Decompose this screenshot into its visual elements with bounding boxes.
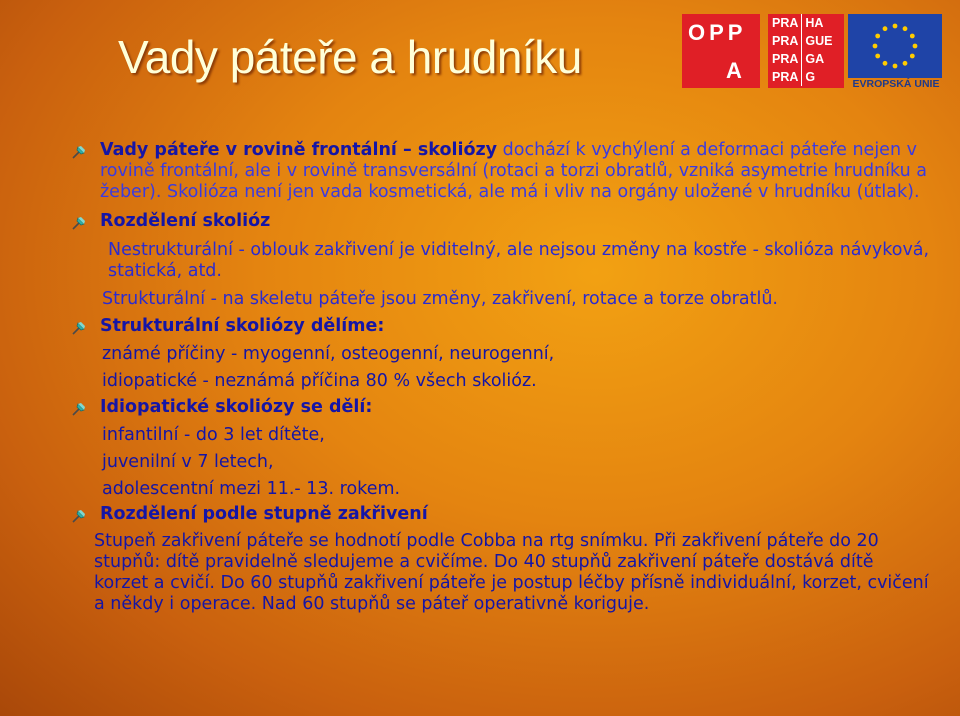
nonstructural-text: Nestrukturální - oblouk zakřivení je viditelný, ale nejsou změny na kostře - skolióza návyková, statická, atd.: [108, 240, 930, 281]
pushpin-bullet-icon: [70, 214, 88, 232]
adolescent-text: adolescentní mezi 11.- 13. rokem.: [102, 479, 401, 499]
prague-logo: [768, 14, 844, 88]
degree-heading: Rozdělení podle stupně zakřivení: [100, 504, 428, 524]
juvenile-text: juvenilní v 7 letech,: [102, 452, 274, 472]
pushpin-bullet-icon: [70, 507, 88, 525]
scoliosis-heading: Vady páteře v rovině frontální – skoliózy: [100, 140, 498, 160]
bullet-paragraph-scoliosis: [70, 140, 930, 203]
structural-heading: Strukturální skoliózy dělíme:: [100, 316, 385, 336]
slide-content: [70, 140, 930, 615]
opp-logo-line1: OPP: [688, 20, 747, 45]
pushpin-bullet-icon: [70, 143, 88, 161]
logo-bar: [682, 14, 944, 94]
prague-logo-row: PRA GUE: [772, 34, 833, 48]
opp-logo: [682, 14, 760, 88]
pushpin-bullet-icon: [70, 319, 88, 337]
bullet-structural: [70, 316, 930, 337]
eu-flag-icon: [848, 14, 942, 78]
prague-logo-row: PRA HA: [772, 16, 824, 30]
eu-caption: EVROPSKÁ UNIE: [852, 78, 940, 90]
idiopathic-heading: Idiopatické skoliózy se dělí:: [100, 397, 373, 417]
bullet-division: [70, 211, 930, 232]
structural-text: Strukturální - na skeletu páteře jsou změny, zakřivení, rotace a torze obratlů.: [102, 289, 778, 309]
slide-title: Vady páteře a hrudníku: [118, 31, 582, 83]
pushpin-bullet-icon: [70, 400, 88, 418]
known-causes-text: známé příčiny - myogenní, osteogenní, neurogenní,: [102, 344, 555, 364]
idiopathic-text: idiopatické - neznámá příčina 80 % všech skolióz.: [102, 371, 537, 391]
bullet-degree: [70, 504, 930, 525]
prague-logo-row: PRA G: [772, 70, 816, 84]
prague-logo-row: PRA GA: [772, 52, 825, 66]
degree-text: Stupeň zakřivení páteře se hodnotí podle Cobba na rtg snímku. Při zakřivení páteře do 20 stupňů: dítě pravidelně sledujeme a cvičíme. Do 40 stupňů zakřivení páteře dostává dítě korzet a cvičí. Do 60 stupňů zakřivení páteře je postup léčby přísně individuální, korzet, cvičení a někdy i operace. Nad 60 stupňů se páteř operativně koriguje.: [94, 531, 929, 614]
infantile-text: infantilní - do 3 let dítěte,: [102, 425, 325, 445]
division-heading: Rozdělení skolióz: [100, 211, 271, 231]
bullet-idiopathic: [70, 397, 930, 418]
scoliosis-text: dochází k vychýlení a deformaci páteře nejen v rovině frontální, ale i v rovině transversální (rotaci a torzi obratlů, vzniká asymetrie hrudníku a žeber). Skolióza není jen vada kosmetická, ale má i vliv na orgány uložené v hrudníku (útlak).: [100, 140, 927, 202]
eu-flag-stars: [848, 14, 942, 78]
opp-logo-line2: A: [726, 58, 742, 83]
